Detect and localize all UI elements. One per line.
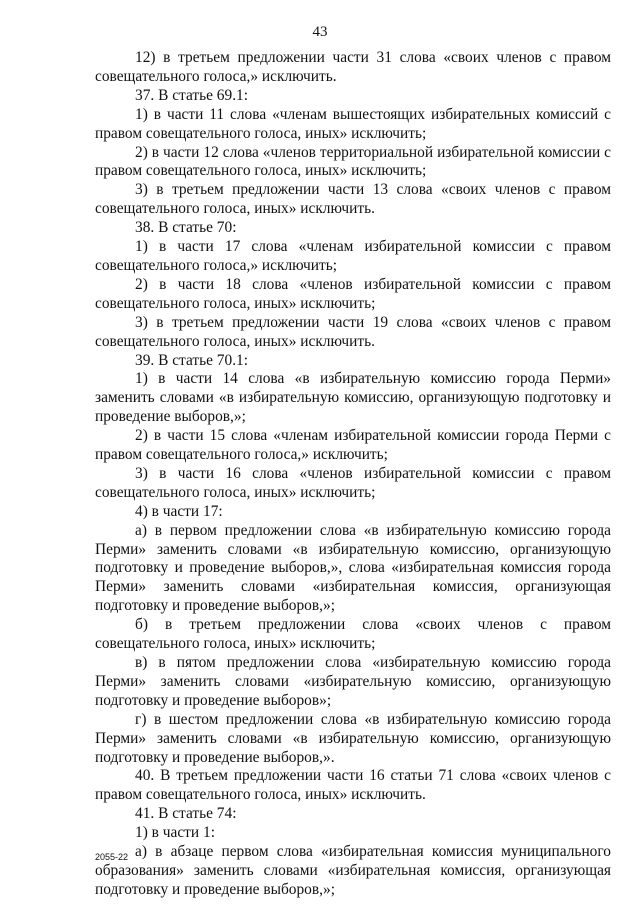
paragraph: 3) в третьем предложении части 13 слова «своих членов с правом совещательного голоса, иных» исключить. bbox=[95, 181, 611, 218]
paragraph: 39. В статье 70.1: bbox=[135, 351, 249, 369]
paragraph: 41. В статье 74: bbox=[135, 805, 237, 823]
paragraph: в) в пятом предложении слова «избирательную комиссию города Перми» заменить словами «избирательную комиссию, организующую подготовку и проведение выборов»; bbox=[95, 654, 611, 709]
paragraph: 2) в части 12 слова «членов территориальной избирательной комиссии с правом совещательного голоса, иных» исключить; bbox=[95, 143, 611, 180]
paragraph: г) в шестом предложении слова «в избирательную комиссию города Перми» заменить словами «в избирательную комиссию, организующую подготовку и проведение выборов,». bbox=[95, 710, 611, 766]
paragraph: 3) в части 16 слова «членов избирательной комиссии с правом совещательного голоса, иных» исключить; bbox=[95, 464, 611, 501]
paragraph: 4) в части 17: bbox=[135, 502, 223, 520]
paragraph: 37. В статье 69.1: bbox=[135, 86, 249, 104]
paragraph: 12) в третьем предложении части 31 слова «своих членов с правом совещательного голоса,» исключить. bbox=[95, 49, 611, 85]
paragraph: а) в абзаце первом слова «избирательная комиссия муниципального образования» заменить словами «избирательная комиссия, организующая подготовку и проведение выборов,»; bbox=[95, 843, 611, 898]
paragraph: 40. В третьем предложении части 16 статьи 71 слова «своих членов с правом совещательного голоса, иных» исключить. bbox=[95, 767, 611, 804]
paragraph: 38. В статье 70: bbox=[135, 219, 237, 237]
paragraph: 1) в части 11 слова «членам вышестоящих избирательных комиссий с правом совещательного голоса, иных» исключить; bbox=[95, 105, 611, 142]
paragraph: б) в третьем предложении слова «своих членов с правом совещательного голоса, иных» исключить; bbox=[95, 616, 611, 653]
paragraph: 2) в части 15 слова «членам избирательной комиссии города Перми с правом совещательного голоса,» исключить; bbox=[95, 427, 611, 464]
document-body bbox=[95, 49, 611, 900]
paragraph: а) в первом предложении слова «в избирательную комиссию города Перми» заменить словами «в избирательную комиссию, организующую подготовку и проведение выборов,», слова «избирательная комиссия города Перми» заменить словами «избирательная комиссия, организующая подготовку и проведение выборов,»; bbox=[95, 521, 611, 615]
paragraph: 1) в части 17 слова «членам избирательной комиссии с правом совещательного голоса,» исключить; bbox=[95, 238, 611, 274]
paragraph: 2) в части 18 слова «членов избирательной комиссии с правом совещательного голоса, иных» исключить; bbox=[95, 275, 611, 312]
paragraph: 1) в части 14 слова «в избирательную комиссию города Перми» заменить словами «в избирательную комиссию, организующую подготовку и проведение выборов,»; bbox=[95, 370, 611, 426]
page-number: 43 bbox=[312, 24, 328, 40]
paragraph: 3) в третьем предложении части 19 слова «своих членов с правом совещательного голоса, иных» исключить. bbox=[95, 313, 611, 350]
paragraph: 1) в части 1: bbox=[135, 824, 215, 842]
document-code: 2055-22 bbox=[95, 852, 129, 862]
